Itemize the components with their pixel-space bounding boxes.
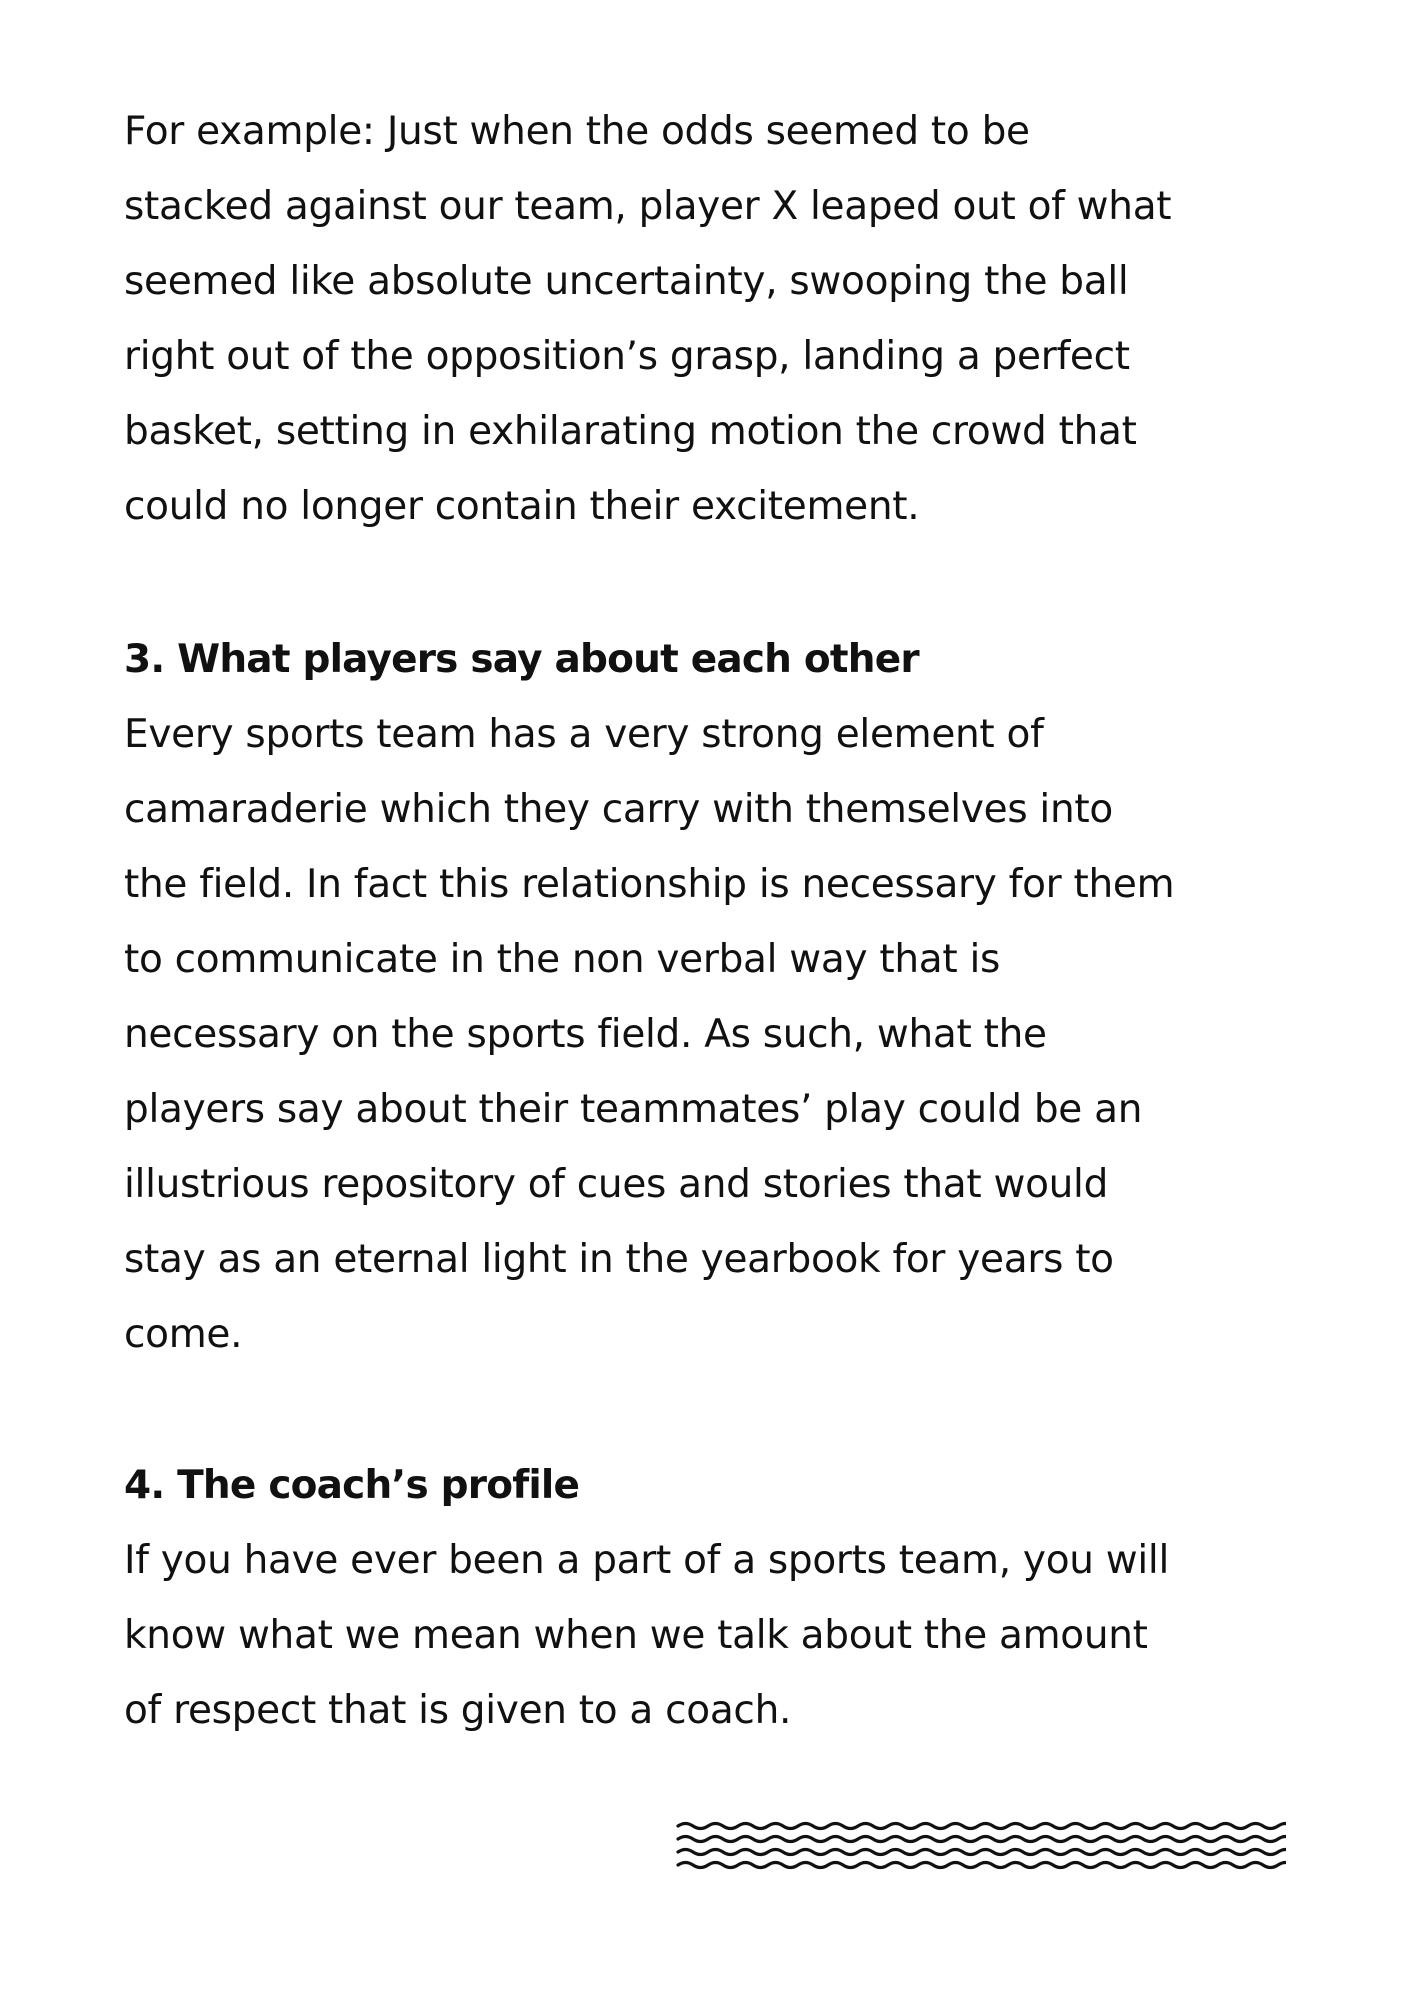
section-coach-profile: [124, 1448, 1324, 1748]
paragraph-line: basket, setting in exhilarating motion the crowd that: [124, 409, 1137, 454]
paragraph-line: camaraderie which they carry with themselves into: [124, 787, 1113, 832]
paragraph-line: know what we mean when we talk about the amount: [124, 1613, 1148, 1658]
paragraph-line: If you have ever been a part of a sports team, you will: [124, 1538, 1169, 1583]
section-heading: 4. The coach’s profile: [124, 1463, 580, 1508]
section-heading: 3. What players say about each other: [124, 637, 919, 682]
paragraph-line: seemed like absolute uncertainty, swooping the ball: [124, 259, 1129, 304]
paragraph-line: illustrious repository of cues and stories that would: [124, 1162, 1109, 1207]
section-players-say: [124, 622, 1324, 1372]
paragraph-line: stay as an eternal light in the yearbook for years to: [124, 1237, 1114, 1282]
paragraph-line: right out of the opposition’s grasp, landing a perfect: [124, 334, 1130, 379]
intro-paragraph: [124, 94, 1324, 544]
paragraph-line: players say about their teammates’ play could be an: [124, 1087, 1143, 1132]
paragraph-line: to communicate in the non verbal way that is: [124, 937, 1000, 982]
paragraph-line: of respect that is given to a coach.: [124, 1688, 792, 1733]
paragraph-line: For example: Just when the odds seemed to be: [124, 109, 1030, 154]
wave-line: [678, 1863, 1286, 1868]
wave-line: [678, 1824, 1286, 1829]
paragraph-line: necessary on the sports field. As such, what the: [124, 1012, 1047, 1057]
wave-ornament-icon: [676, 1818, 1286, 1876]
paragraph-line: the field. In fact this relationship is necessary for them: [124, 862, 1175, 907]
wave-line: [678, 1850, 1286, 1855]
paragraph-line: could no longer contain their excitement.: [124, 484, 920, 529]
paragraph-line: Every sports team has a very strong element of: [124, 712, 1044, 757]
wave-line: [678, 1837, 1286, 1842]
paragraph-line: come.: [124, 1312, 243, 1357]
paragraph-line: stacked against our team, player X leaped out of what: [124, 184, 1172, 229]
